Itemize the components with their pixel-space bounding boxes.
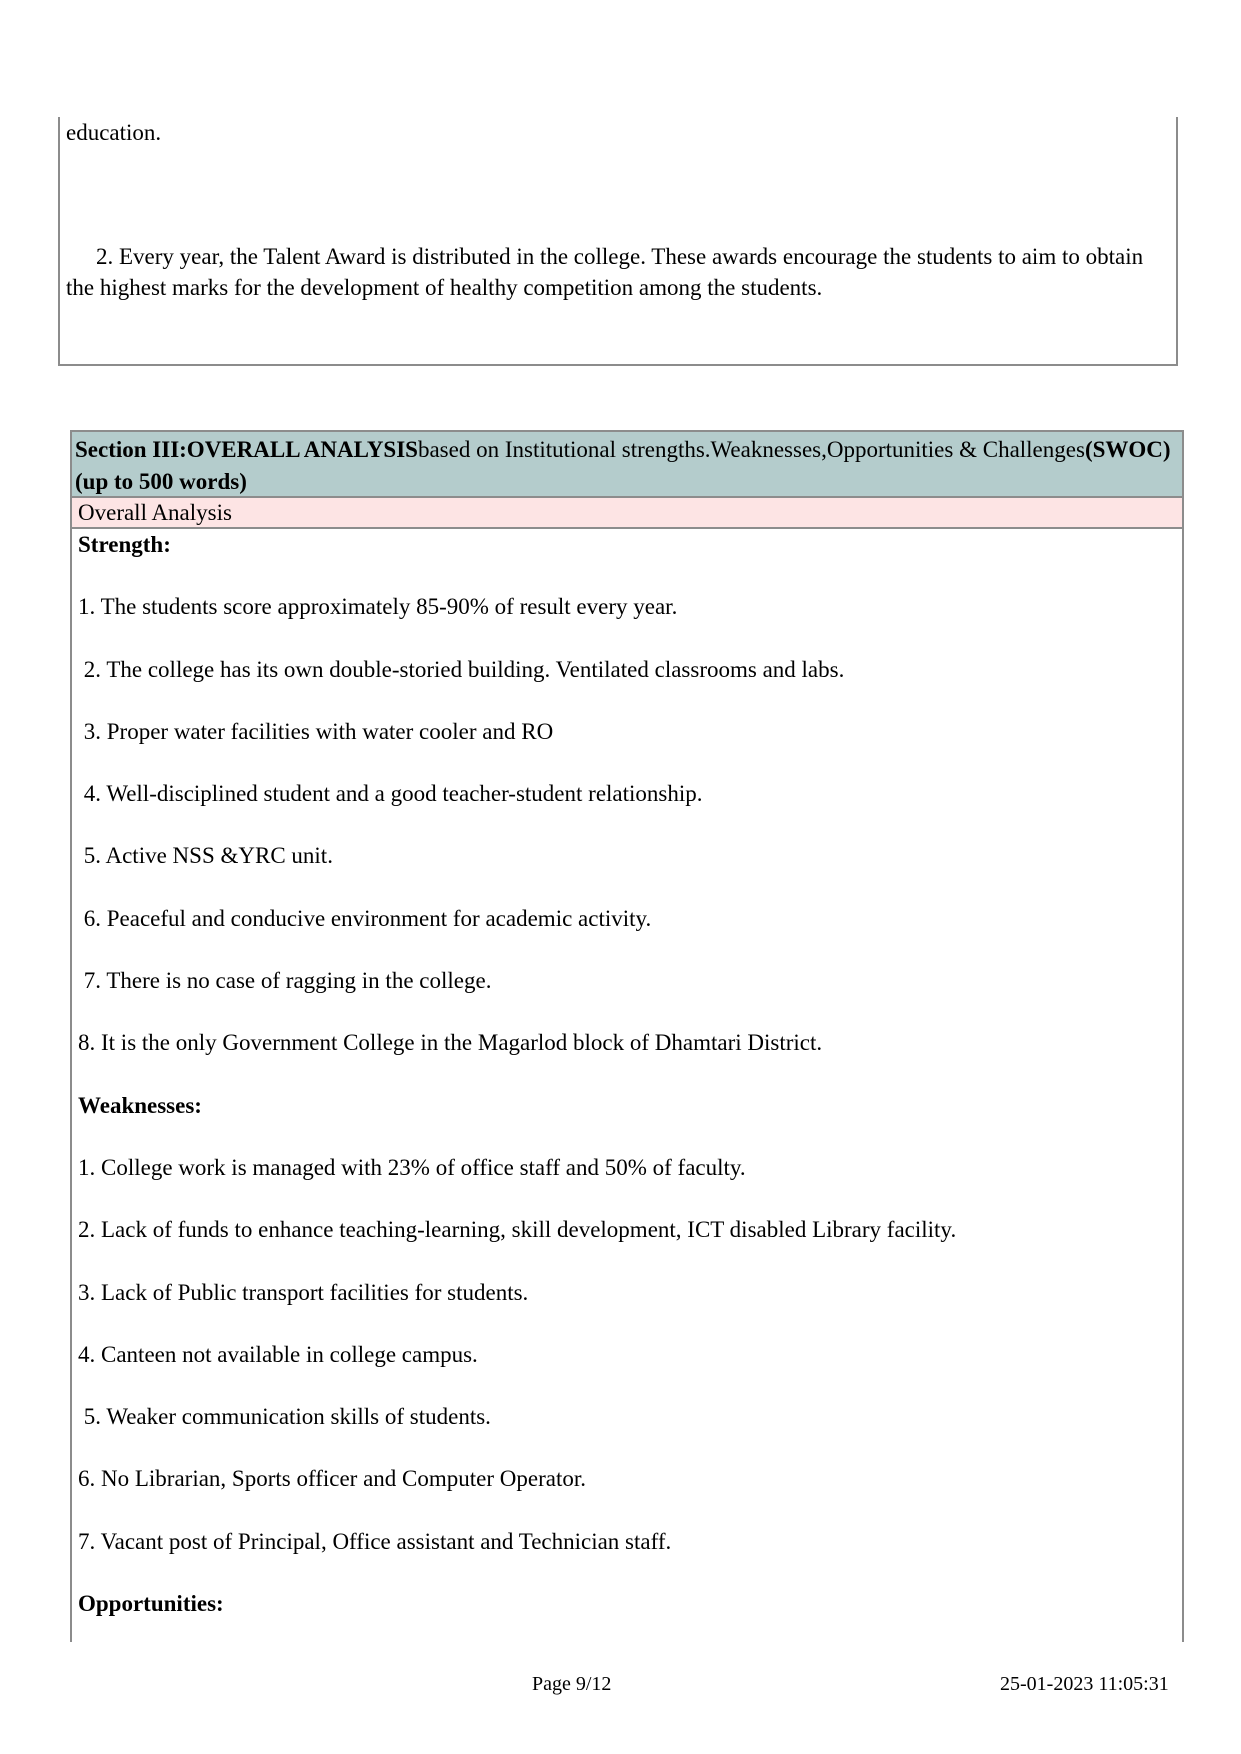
print-timestamp: 25-01-2023 11:05:31 <box>1000 1673 1169 1695</box>
weakness-heading: Weaknesses: <box>78 1092 202 1118</box>
section-title: Section III:OVERALL ANALYSIS <box>75 437 418 462</box>
weakness-item: 3. Lack of Public transport facilities for students. <box>78 1279 529 1305</box>
talent-award-paragraph: 2. Every year, the Talent Award is distributed in the college. These awards encourage the students to aim to obtain the highest marks for the development of healthy competition among the students. <box>66 244 1144 300</box>
strength-item: 6. Peaceful and conducive environment for academic activity. <box>78 905 652 931</box>
strength-item: 5. Active NSS &YRC unit. <box>78 843 333 869</box>
weakness-item: 4. Canteen not available in college campus. <box>78 1341 478 1367</box>
weakness-item: 2. Lack of funds to enhance teaching-learning, skill development, ICT disabled Library facility. <box>78 1217 957 1243</box>
strength-item: 7. There is no case of ragging in the college. <box>78 968 492 994</box>
weakness-item: 6. No Librarian, Sports officer and Computer Operator. <box>78 1466 586 1492</box>
section-description: based on Institutional strengths.Weaknesses,Opportunities & Challenges <box>417 437 1085 462</box>
section-word-limit: (SWOC)(up to 500 words) <box>75 437 1171 494</box>
strength-heading: Strength: <box>78 532 171 557</box>
strength-item: 4. Well-disciplined student and a good teacher-student relationship. <box>78 781 703 807</box>
opportunities-heading: Opportunities: <box>78 1591 224 1617</box>
strength-item: 3. Proper water facilities with water cooler and RO <box>78 718 554 744</box>
overall-analysis-label: Overall Analysis <box>70 498 1184 529</box>
section-header <box>70 430 1184 498</box>
strength-item: 2. The college has its own double-storied building. Ventilated classrooms and labs. <box>78 656 845 682</box>
continuation-text: education. <box>66 120 162 145</box>
weakness-item: 5. Weaker communication skills of students. <box>78 1404 491 1430</box>
analysis-body <box>70 529 1184 1642</box>
previous-section-box <box>58 117 1178 366</box>
strength-item: 8. It is the only Government College in the Magarlod block of Dhamtari District. <box>78 1030 823 1056</box>
section-overall-analysis <box>70 430 1184 1642</box>
strength-item: 1. The students score approximately 85-90% of result every year. <box>78 594 678 620</box>
weakness-item: 7. Vacant post of Principal, Office assistant and Technician staff. <box>78 1528 672 1554</box>
weakness-item: 1. College work is managed with 23% of office staff and 50% of faculty. <box>78 1154 746 1180</box>
page-number: Page 9/12 <box>532 1673 612 1695</box>
